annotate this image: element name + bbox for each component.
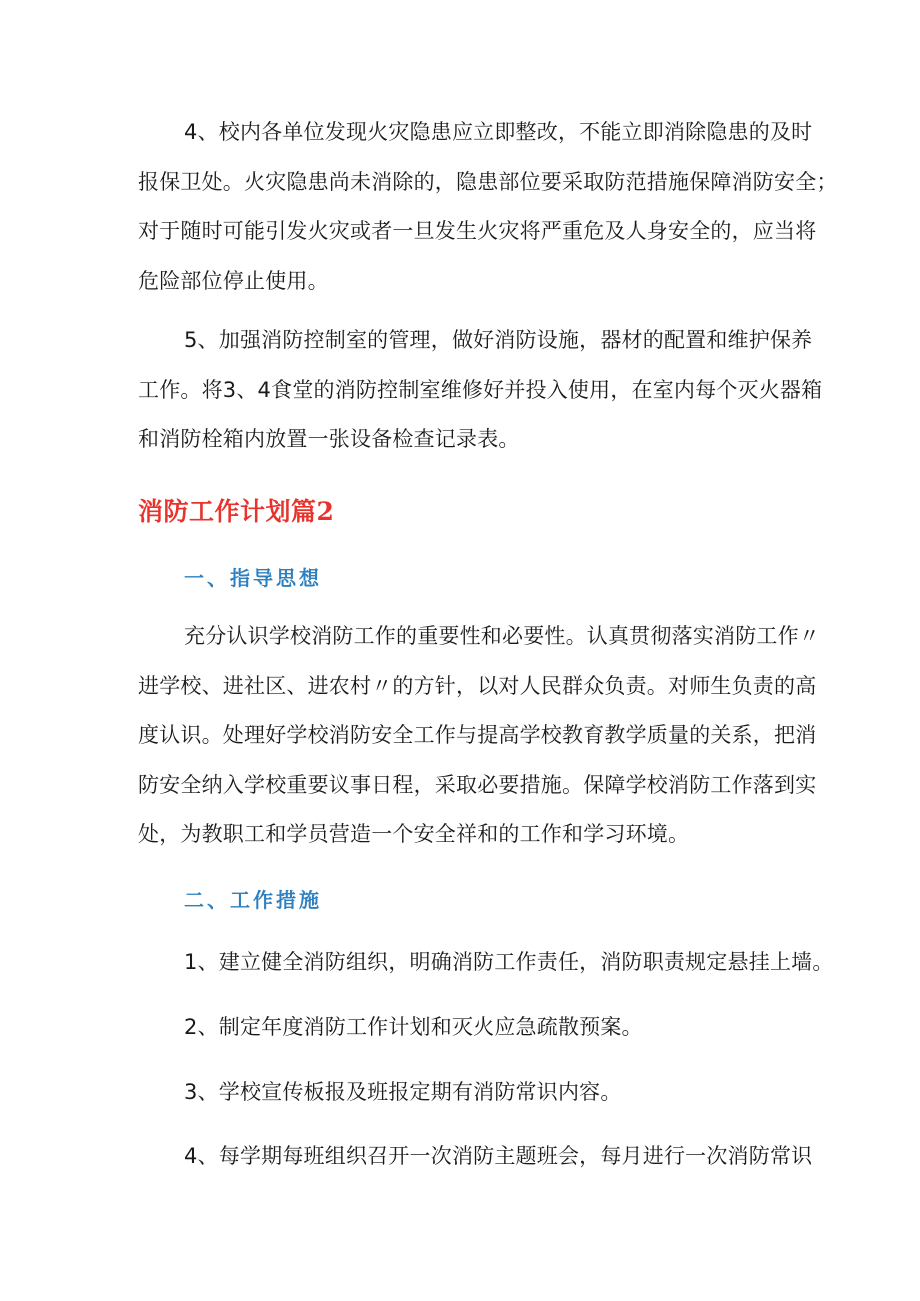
paragraph-guiding-ideology xyxy=(138,612,820,860)
paragraph-line: 工作。将3、4食堂的消防控制室维修好并投入使用，在室内每个灭火器箱 xyxy=(138,377,823,402)
section-title: 消防工作计划篇2 xyxy=(138,497,335,526)
paragraph-item-5 xyxy=(138,316,823,465)
paragraph-line: 进学校、进社区、进农村〃的方针，以对人民群众负责。对师生负责的高 xyxy=(138,673,817,698)
subheading-work-measures: 二、工作措施 xyxy=(184,888,322,912)
paragraph-item-4 xyxy=(138,108,838,306)
list-item: 4、每学期每班组织召开一次消防主题班会，每月进行一次消防常识 xyxy=(184,1144,813,1168)
paragraph-line: 和消防栓箱内放置一张设备检查记录表。 xyxy=(138,427,520,451)
paragraph-line: 防安全纳入学校重要议事日程，采取必要措施。保障学校消防工作落到实 xyxy=(138,772,817,797)
paragraph-line: 处，为教职工和学员营造一个安全祥和的工作和学习环境。 xyxy=(138,822,690,846)
paragraph-line: 充分认识学校消防工作的重要性和必要性。认真贯彻落实消防工作〃 xyxy=(184,624,820,648)
paragraph-line: 5、加强消防控制室的管理，做好消防设施，器材的配置和维护保养 xyxy=(184,328,813,352)
list-item: 1、建立健全消防组织，明确消防工作责任，消防职责规定悬挂上墙。 xyxy=(184,950,834,974)
paragraph-line: 度认识。处理好学校消防安全工作与提高学校教育教学质量的关系，把消 xyxy=(138,723,817,747)
subheading-guiding-ideology: 一、指导思想 xyxy=(184,566,322,590)
list-item: 3、学校宣传板报及班报定期有消防常识内容。 xyxy=(184,1080,622,1104)
paragraph-line: 4、校内各单位发现火灾隐患应立即整改，不能立即消除隐患的及时 xyxy=(184,120,813,144)
paragraph-line: 对于随时可能引发火灾或者一旦发生火灾将严重危及人身安全的，应当将 xyxy=(138,219,817,243)
paragraph-line: 报保卫处。火灾隐患尚未消除的，隐患部位要采取防范措施保障消防安全； xyxy=(138,169,838,194)
paragraph-line: 危险部位停止使用。 xyxy=(138,268,329,293)
list-item: 2、制定年度消防工作计划和灭火应急疏散预案。 xyxy=(184,1015,643,1039)
